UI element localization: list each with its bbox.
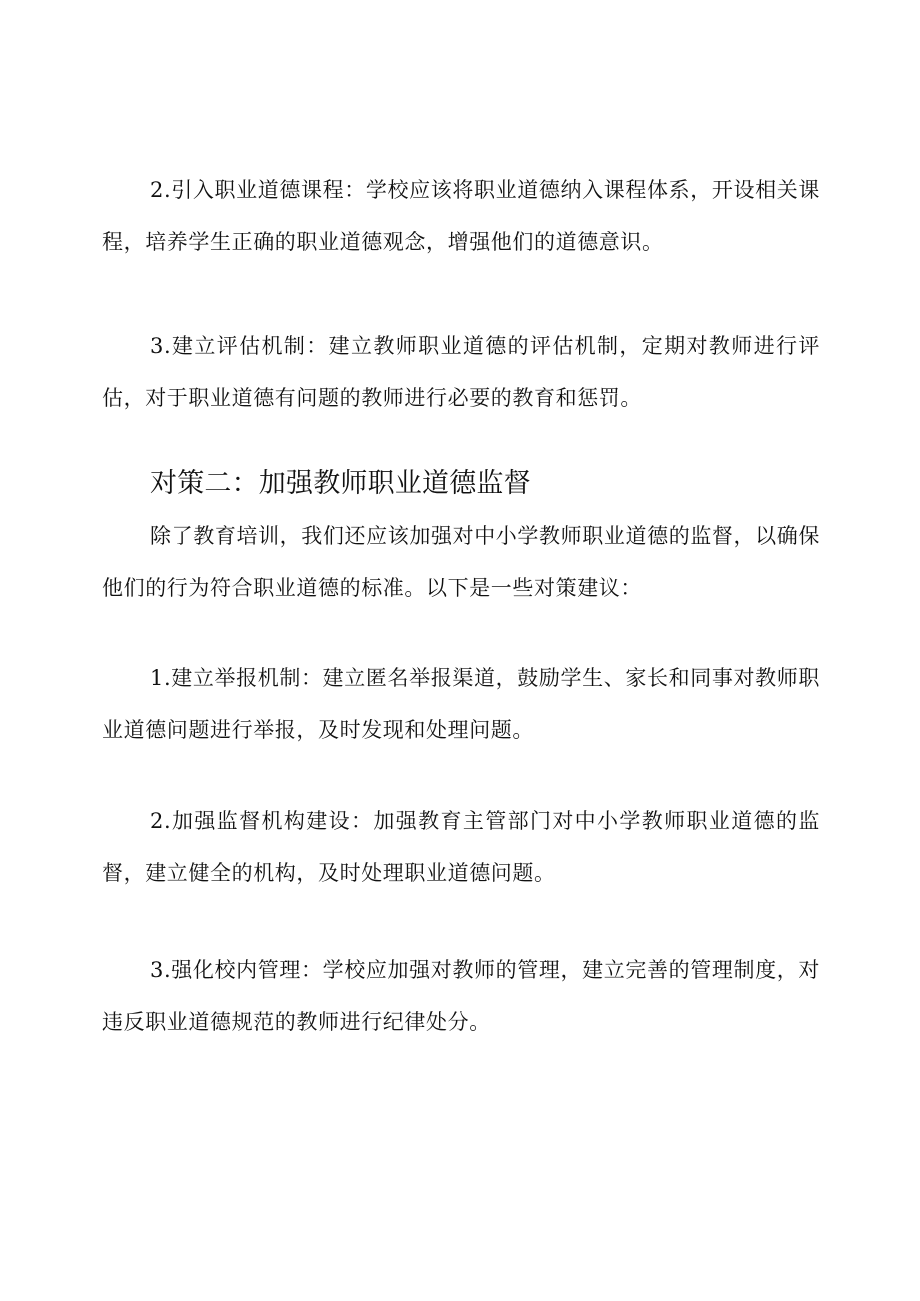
list-item-paragraph: 2.加强监督机构建设：加强教育主管部门对中小学教师职业道德的监督，建立健全的机构，及时处理职业道德问题。: [102, 809, 820, 885]
section-intro-paragraph: 除了教育培训，我们还应该加强对中小学教师职业道德的监督，以确保他们的行为符合职业道德的标准。以下是一些对策建议：: [102, 524, 820, 600]
list-item-paragraph: 3.建立评估机制：建立教师职业道德的评估机制，定期对教师进行评估，对于职业道德有问题的教师进行必要的教育和惩罚。: [102, 334, 820, 410]
list-item-paragraph: 3.强化校内管理：学校应加强对教师的管理，建立完善的管理制度，对违反职业道德规范的教师进行纪律处分。: [102, 958, 820, 1034]
section-heading: 对策二：加强教师职业道德监督: [150, 468, 531, 499]
list-item-paragraph: 2.引入职业道德课程：学校应该将职业道德纳入课程体系，开设相关课程，培养学生正确的职业道德观念，增强他们的道德意识。: [102, 178, 820, 254]
list-item-paragraph: 1.建立举报机制：建立匿名举报渠道，鼓励学生、家长和同事对教师职业道德问题进行举报，及时发现和处理问题。: [102, 666, 820, 742]
